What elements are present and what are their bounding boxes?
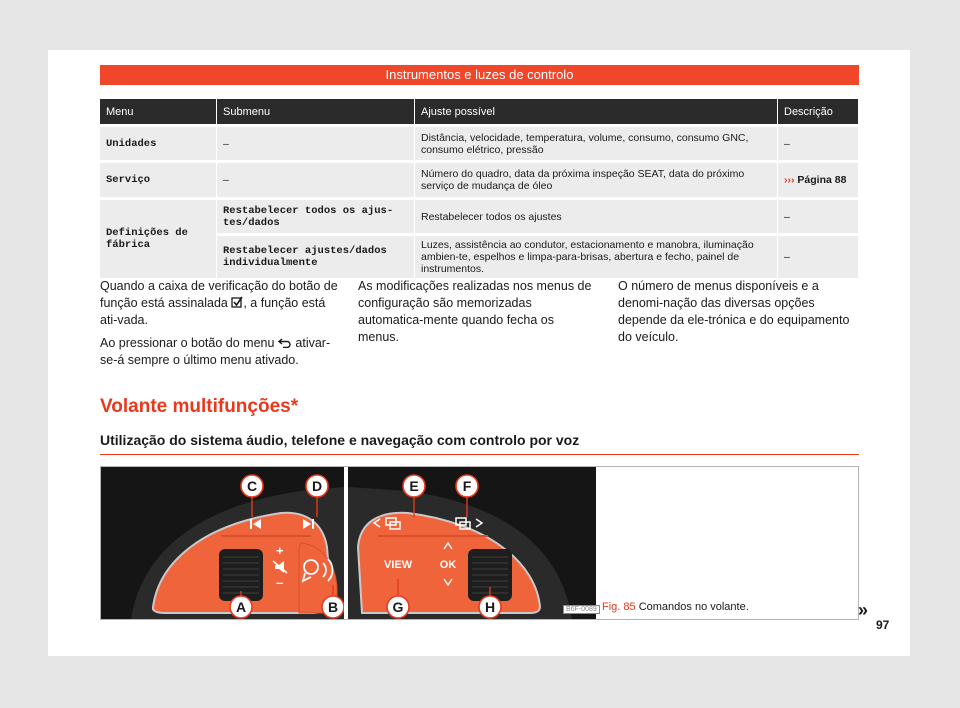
figure-caption — [602, 601, 749, 613]
figure-number: Fig. 85 — [602, 601, 636, 613]
thumbwheel-ridges — [223, 557, 259, 593]
text-column-1 — [100, 278, 340, 375]
subsection-title: Utilização do sistema áudio, telefone e navegação com controlo por voz — [100, 432, 580, 448]
continue-arrow: » — [858, 600, 869, 620]
text-column-2 — [358, 278, 598, 352]
svg-text:E: E — [409, 478, 419, 494]
svg-text:D: D — [311, 478, 323, 494]
cell-submenu: Restabelecer todos os ajus-tes/dados — [217, 199, 415, 235]
table-row — [100, 162, 859, 199]
cell-menu: Unidades — [100, 126, 217, 162]
cell-adjust: Distância, velocidade, temperatura, volume, consumo, consumo GNC, consumo elétrico, pressão — [415, 126, 778, 162]
cell-description — [778, 162, 859, 199]
cell-adjust: Número do quadro, data da próxima inspeção SEAT, data do próximo serviço de mudança de óleo — [415, 162, 778, 199]
column-header-adjust: Ajuste possível — [415, 99, 778, 126]
panel-seam — [221, 535, 311, 537]
cell-menu: Serviço — [100, 162, 217, 199]
svg-text:H: H — [484, 599, 496, 615]
back-arrow-icon — [278, 337, 292, 348]
checkbox-checked-icon — [231, 296, 243, 308]
cell-submenu: Restabelecer ajustes/dados individualmente — [217, 235, 415, 279]
page-number: 97 — [876, 618, 890, 632]
paragraph-text: Ao pressionar o botão do menu — [100, 336, 275, 350]
cell-description: – — [778, 235, 859, 279]
page-link-arrow: ››› — [784, 174, 795, 186]
panel-seam — [378, 535, 488, 537]
column-header-submenu: Submenu — [217, 99, 415, 126]
figure-caption-text: Comandos no volante. — [638, 601, 749, 613]
cell-adjust: Luzes, assistência ao condutor, estacionamento e manobra, iluminação ambien-te, espelhos e limpa-para-brisas, abertura e fecho, painel de instrumentos. — [415, 235, 778, 279]
cell-description: – — [778, 126, 859, 162]
page-link[interactable]: Página 88 — [797, 174, 847, 186]
cell-adjust: Restabelecer todos os ajustes — [415, 199, 778, 235]
view-button-label: VIEW — [384, 559, 413, 571]
right-controls-photo — [348, 467, 596, 619]
section-divider — [100, 454, 859, 455]
cell-submenu: – — [217, 162, 415, 199]
paragraph — [100, 335, 340, 369]
ok-button-label: OK — [439, 559, 457, 571]
cell-description: – — [778, 199, 859, 235]
svg-text:–: – — [276, 575, 284, 590]
svg-text:A: A — [235, 599, 247, 615]
paragraph: As modificações realizadas nos menus de configuração são memorizadas automatica-mente quando fecha os menus. — [358, 279, 592, 344]
column-header-menu: Menu — [100, 99, 217, 126]
paragraph-text: , a função está ati-vada. — [100, 296, 326, 327]
paragraph — [100, 278, 340, 329]
svg-text:+: + — [276, 543, 284, 558]
chapter-header: Instrumentos e luzes de controlo — [100, 65, 859, 85]
figure-reference-code: B6F-0089 — [563, 605, 600, 614]
cell-menu: Definições de fábrica — [100, 199, 217, 279]
paragraph: O número de menus disponíveis e a denomi-nação das diversas opções depende da ele-trónica e do equipamento do veículo. — [618, 279, 850, 344]
text-column-3 — [618, 278, 858, 352]
svg-text:F: F — [462, 478, 472, 494]
svg-text:B: B — [327, 599, 339, 615]
figure-85 — [100, 466, 859, 620]
svg-text:C: C — [246, 478, 258, 494]
column-header-description: Descrição — [778, 99, 859, 126]
section-title: Volante multifunções* — [100, 396, 299, 417]
table-row — [100, 199, 859, 235]
page — [48, 50, 910, 656]
cell-submenu: – — [217, 126, 415, 162]
paragraph-text: ativar-se-á sempre o último menu ativado. — [100, 336, 331, 367]
paragraph-text: Quando a caixa de verificação do botão de função está assinalada — [100, 279, 338, 310]
left-controls-photo — [101, 467, 344, 619]
right-steering-controls-illustration — [348, 467, 596, 619]
left-steering-controls-illustration — [101, 467, 344, 619]
table-row — [100, 126, 859, 162]
svg-text:G: G — [392, 599, 404, 615]
menu-settings-table — [100, 99, 859, 278]
table-header-row — [100, 99, 859, 126]
